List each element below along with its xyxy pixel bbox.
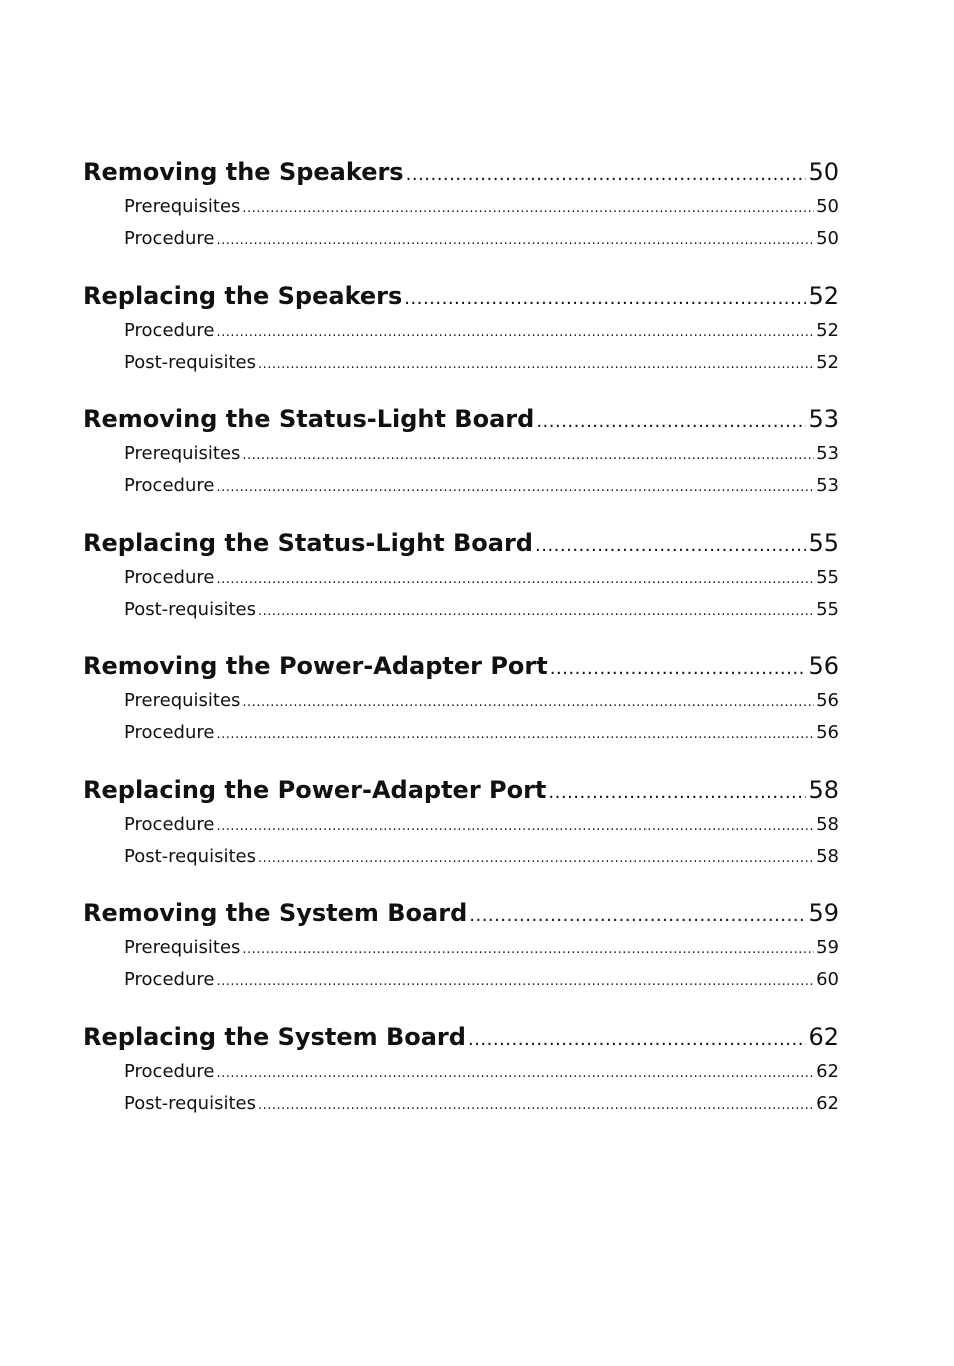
toc-heading-title: Replacing the Status-Light Board: [83, 528, 533, 557]
toc-heading-title: Replacing the Power-Adapter Port: [83, 775, 547, 804]
toc-page-number: 62: [808, 1022, 839, 1051]
toc-page-number: 52: [816, 319, 839, 341]
dot-leader: [216, 719, 814, 751]
toc-page-number: 52: [816, 351, 839, 373]
dot-leader: [242, 440, 814, 472]
toc-section: [83, 524, 839, 648]
toc-heading-title: Removing the System Board: [83, 899, 468, 927]
toc-page-number: 53: [816, 475, 839, 496]
dot-leader: [536, 403, 806, 441]
toc-subentry-title: Post-requisites: [124, 1092, 256, 1114]
toc-subentry-title: Prerequisites: [124, 443, 241, 464]
toc-subentry[interactable]: [83, 1088, 839, 1120]
toc-subentry-title: Procedure: [124, 319, 215, 341]
toc-subentry-title: Prerequisites: [124, 937, 241, 958]
dot-leader: [216, 225, 814, 257]
toc-subentry[interactable]: [83, 594, 839, 626]
dot-leader: [216, 966, 814, 998]
toc-section: [83, 647, 839, 771]
toc-subentry[interactable]: [83, 470, 839, 502]
toc-heading[interactable]: [83, 524, 839, 562]
toc-section: [83, 894, 839, 1018]
dot-leader: [548, 774, 806, 812]
toc-page-number: 62: [816, 1092, 839, 1114]
toc-page-number: 56: [808, 652, 839, 680]
toc-section: [83, 400, 839, 524]
toc-heading[interactable]: [83, 771, 839, 809]
toc-page-number: 56: [816, 722, 839, 743]
toc-page-number: 60: [816, 969, 839, 990]
toc-subentry[interactable]: [83, 717, 839, 749]
toc-subentry-title: Post-requisites: [124, 351, 256, 373]
toc-section: [83, 153, 839, 277]
dot-leader: [469, 897, 806, 935]
dot-leader: [216, 811, 814, 843]
toc-subentry-title: Procedure: [124, 566, 215, 588]
dot-leader: [258, 843, 814, 875]
toc-subentry-title: Post-requisites: [124, 845, 256, 867]
toc-page-number: 50: [816, 196, 839, 217]
dot-leader: [404, 280, 806, 318]
toc-subentry[interactable]: [83, 841, 839, 873]
dot-leader: [216, 564, 814, 596]
toc-heading-title: Removing the Status-Light Board: [83, 405, 535, 433]
dot-leader: [216, 1058, 814, 1090]
dot-leader: [406, 156, 807, 194]
toc-subentry-title: Procedure: [124, 969, 215, 990]
toc-subentry[interactable]: [83, 685, 839, 717]
toc-heading[interactable]: [83, 277, 839, 315]
dot-leader: [535, 527, 806, 565]
toc-subentry[interactable]: [83, 964, 839, 996]
toc-page-number: 55: [816, 566, 839, 588]
toc-heading[interactable]: [83, 153, 839, 191]
table-of-contents: [83, 153, 839, 1141]
toc-subentry-title: Procedure: [124, 813, 215, 835]
dot-leader: [258, 1090, 814, 1122]
toc-subentry[interactable]: [83, 315, 839, 347]
toc-heading-title: Removing the Speakers: [83, 158, 404, 186]
toc-subentry[interactable]: [83, 438, 839, 470]
toc-subentry-title: Procedure: [124, 475, 215, 496]
toc-subentry[interactable]: [83, 1056, 839, 1088]
toc-heading[interactable]: [83, 400, 839, 438]
toc-subentry-title: Procedure: [124, 722, 215, 743]
toc-page-number: 55: [816, 598, 839, 620]
toc-page-number: 53: [808, 405, 839, 433]
toc-subentry-title: Procedure: [124, 1060, 215, 1082]
toc-page-number: 58: [816, 813, 839, 835]
dot-leader: [216, 472, 814, 504]
dot-leader: [242, 934, 814, 966]
toc-heading[interactable]: [83, 894, 839, 932]
toc-page-number: 58: [816, 845, 839, 867]
toc-subentry-title: Prerequisites: [124, 690, 241, 711]
toc-page-number: 59: [808, 899, 839, 927]
toc-subentry-title: Prerequisites: [124, 196, 241, 217]
toc-subentry[interactable]: [83, 191, 839, 223]
toc-subentry[interactable]: [83, 809, 839, 841]
toc-subentry[interactable]: [83, 223, 839, 255]
toc-heading-title: Replacing the Speakers: [83, 281, 403, 310]
toc-subentry-title: Post-requisites: [124, 598, 256, 620]
toc-page-number: 53: [816, 443, 839, 464]
toc-page-number: 55: [808, 528, 839, 557]
toc-section: [83, 1018, 839, 1142]
toc-page-number: 58: [808, 775, 839, 804]
toc-page-number: 59: [816, 937, 839, 958]
toc-subentry-title: Procedure: [124, 228, 215, 249]
toc-page-number: 50: [816, 228, 839, 249]
dot-leader: [258, 349, 814, 381]
toc-subentry[interactable]: [83, 932, 839, 964]
toc-section: [83, 771, 839, 895]
dot-leader: [258, 596, 814, 628]
dot-leader: [468, 1021, 807, 1059]
toc-section: [83, 277, 839, 401]
dot-leader: [242, 193, 814, 225]
toc-page-number: 52: [808, 281, 839, 310]
toc-heading-title: Removing the Power-Adapter Port: [83, 652, 548, 680]
toc-heading[interactable]: [83, 1018, 839, 1056]
dot-leader: [216, 317, 814, 349]
toc-page-number: 62: [816, 1060, 839, 1082]
dot-leader: [242, 687, 814, 719]
dot-leader: [550, 650, 807, 688]
toc-subentry[interactable]: [83, 347, 839, 379]
toc-heading[interactable]: [83, 647, 839, 685]
toc-page-number: 56: [816, 690, 839, 711]
toc-heading-title: Replacing the System Board: [83, 1022, 466, 1051]
toc-subentry[interactable]: [83, 562, 839, 594]
toc-page-number: 50: [808, 158, 839, 186]
